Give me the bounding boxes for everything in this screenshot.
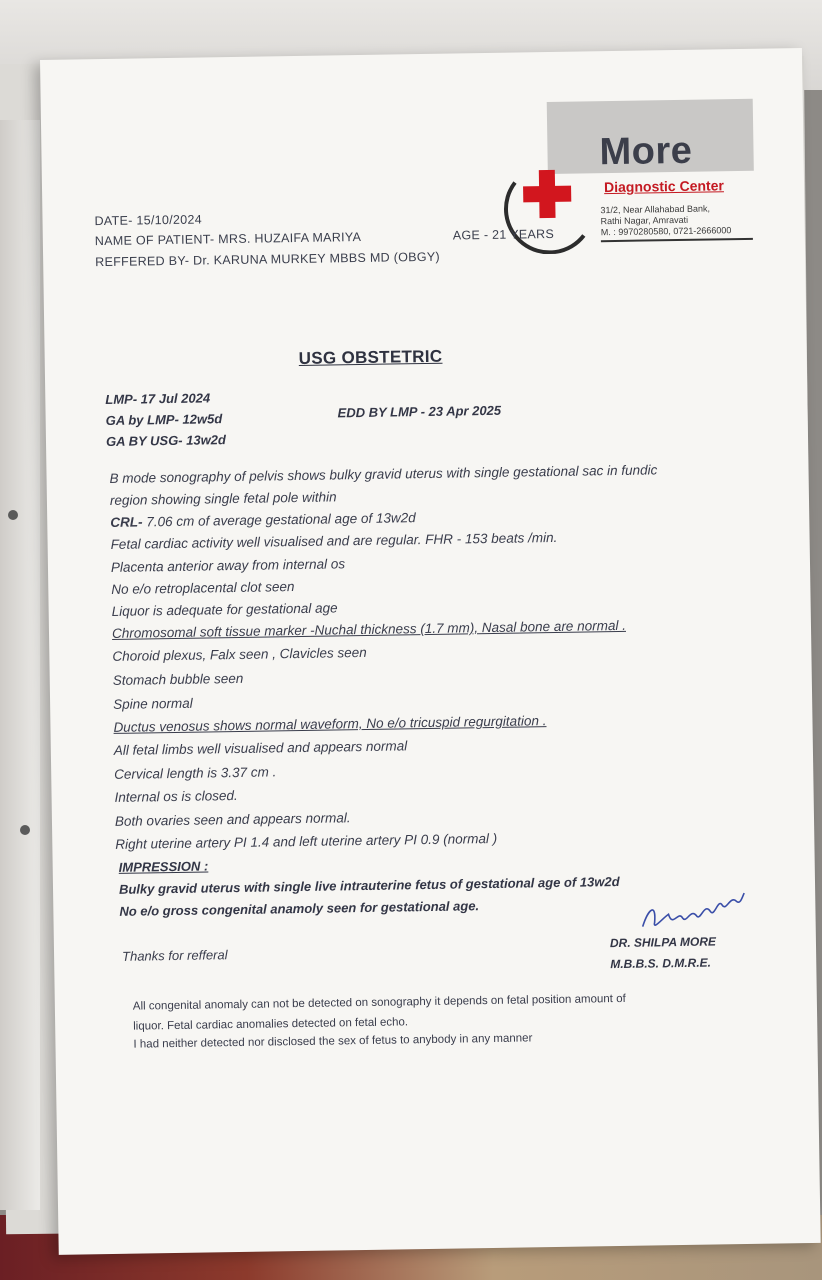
punch-hole — [20, 825, 30, 835]
finding-line: All fetal limbs well visualised and appears normal — [113, 738, 408, 758]
report-title: USG OBSTETRIC — [298, 346, 443, 368]
finding-line: Choroid plexus, Falx seen , Clavicles seen — [112, 644, 367, 664]
patient-name: NAME OF PATIENT- MRS. HUZAIFA MARIYA — [94, 229, 362, 249]
page-binder-edge — [0, 120, 40, 1210]
disclaimer-line: liquor. Fetal cardiac anomalies detected on fetal echo. — [133, 1016, 409, 1033]
finding-line: B mode sonography of pelvis shows bulky gravid uterus with single gestational sac in fundic — [109, 462, 658, 486]
finding-line: Cervical length is 3.37 cm . — [114, 764, 277, 782]
ga-by-lmp: GA by LMP- 12w5d — [105, 411, 223, 429]
finding-line: Liquor is adequate for gestational age — [111, 600, 338, 619]
finding-line: Right uterine artery PI 1.4 and left uterine artery PI 0.9 (normal ) — [115, 830, 498, 852]
finding-line: Stomach bubble seen — [112, 670, 244, 688]
finding-line: Fetal cardiac activity well visualised and are regular. FHR - 153 beats /min. — [110, 529, 558, 552]
thanks-note: Thanks for refferal — [121, 947, 228, 964]
doctor-name: DR. SHILPA MORE — [609, 934, 717, 951]
punch-hole — [8, 510, 18, 520]
address-line: 31/2, Near Allahabad Bank, — [600, 203, 711, 216]
crl-text: 7.06 cm of average gestational age of 13w2d — [142, 510, 416, 530]
ga-by-usg: GA BY USG- 13w2d — [105, 432, 227, 450]
disclaimer-line: All congenital anomaly can not be detected on sonography it depends on fetal position amount of — [132, 992, 626, 1013]
report-date: DATE- 15/10/2024 — [94, 212, 203, 229]
address-line: M. : 9970280580, 0721-2666000 — [600, 225, 732, 238]
impression-line: Bulky gravid uterus with single live intrauterine fetus of gestational age of 13w2d — [118, 873, 620, 897]
logo-subtitle: Diagnostic Center — [603, 177, 724, 196]
finding-line: Ductus venosus shows normal waveform, No e/o tricuspid regurgitation . — [113, 713, 547, 735]
doctor-degree: M.B.B.S. D.M.R.E. — [610, 955, 712, 972]
impression-line: No e/o gross congenital anamoly seen for gestational age. — [119, 898, 480, 919]
edd-by-lmp: EDD BY LMP - 23 Apr 2025 — [337, 402, 502, 421]
doctor-signature — [638, 887, 749, 937]
lmp: LMP- 17 Jul 2024 — [105, 390, 211, 408]
address-divider — [601, 238, 753, 242]
finding-line: region showing single fetal pole within — [109, 489, 337, 508]
disclaimer-line: I had neither detected nor disclosed the sex of fetus to anybody in any manner — [133, 1032, 533, 1051]
finding-line: Both ovaries seen and appears normal. — [114, 810, 351, 829]
finding-line: Chromosomal soft tissue marker -Nuchal thickness (1.7 mm), Nasal bone are normal . — [111, 617, 627, 641]
logo-name: More — [599, 129, 693, 174]
finding-crl — [110, 510, 416, 530]
crl-label: CRL- — [110, 514, 143, 530]
referred-by: REFFERED BY- Dr. KARUNA MURKEY MBBS MD (OBGY) — [95, 249, 441, 270]
finding-line: Spine normal — [113, 695, 193, 712]
center-address — [600, 203, 731, 238]
impression-heading: IMPRESSION : — [118, 858, 209, 875]
report-page — [40, 48, 821, 1255]
finding-line: Placenta anterior away from internal os — [110, 556, 346, 575]
address-line: Rathi Nagar, Amravati — [600, 214, 689, 227]
finding-line: No e/o retroplacental clot seen — [111, 579, 295, 597]
patient-age: AGE - 21 YEARS — [452, 226, 555, 243]
finding-line: Internal os is closed. — [114, 787, 238, 805]
